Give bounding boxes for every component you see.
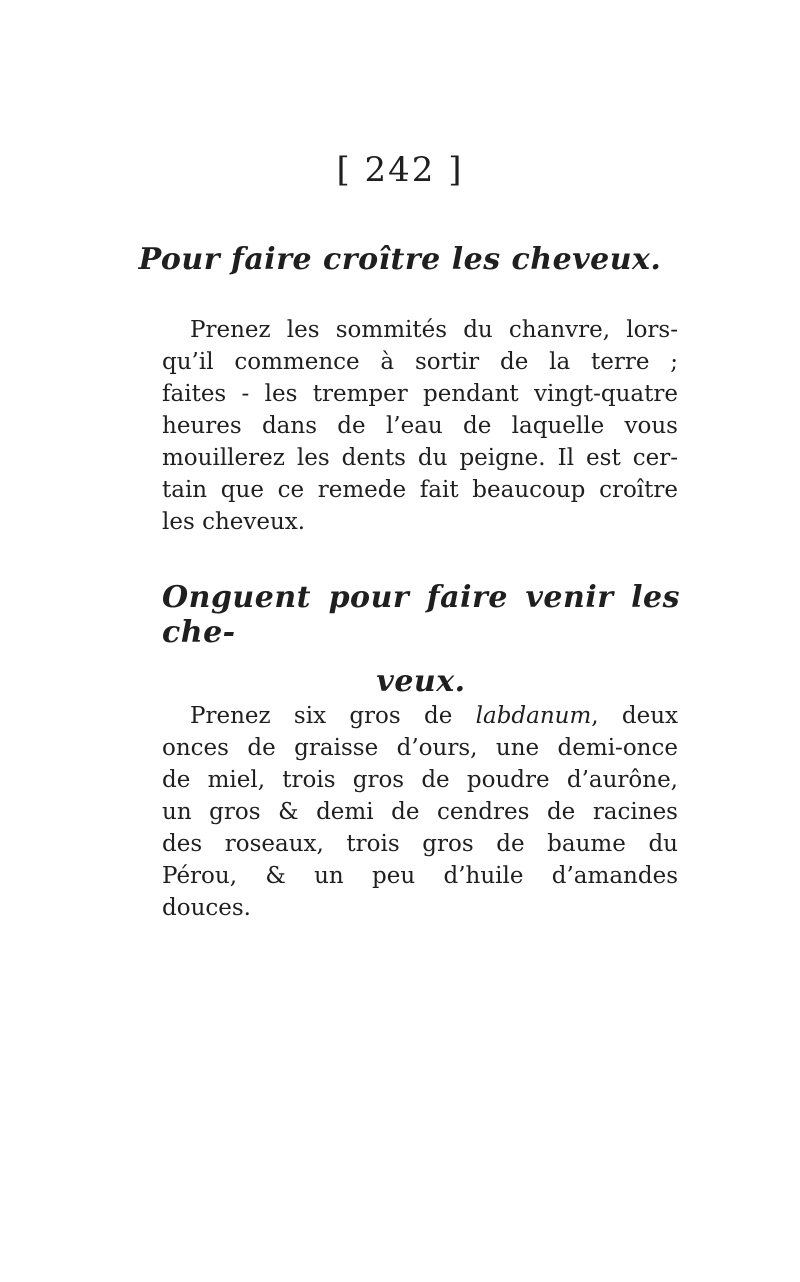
paragraph-line: les cheveux. xyxy=(162,509,306,535)
paragraph-line: heures dans de l’eau de laquelle vous xyxy=(162,413,678,439)
paragraph-line: douces. xyxy=(162,895,251,921)
text-run: , deux xyxy=(591,703,679,729)
page-number: [ 242 ] xyxy=(336,150,464,190)
paragraph-line xyxy=(162,700,678,732)
paragraph-line: un gros & demi de cendres de racines xyxy=(162,799,678,825)
paragraph-line: de miel, trois gros de poudre d’aurône, xyxy=(162,767,678,793)
section-title-ointment xyxy=(162,580,680,699)
paragraph-line: Pérou, & un peu d’huile d’amandes xyxy=(162,863,678,889)
paragraph-ointment xyxy=(162,700,678,924)
paragraph-line: qu’il commence à sortir de la terre ; xyxy=(162,349,678,375)
paragraph-line: mouillerez les dents du peigne. Il est cer- xyxy=(162,445,678,471)
section-title-line: Onguent pour faire venir les che- xyxy=(162,580,680,650)
paragraph-hair-growth xyxy=(162,314,678,538)
section-title-line: veux. xyxy=(376,664,466,699)
paragraph-line: Prenez les sommités du chanvre, lors- xyxy=(190,317,678,343)
paragraph-line: tain que ce remede fait beaucoup croître xyxy=(162,477,678,503)
italic-term-labdanum: labdanum xyxy=(475,703,592,729)
section-title-hair-growth: Pour faire croître les cheveux. xyxy=(138,242,662,277)
paragraph-line: onces de graisse d’ours, une demi-once xyxy=(162,735,678,761)
paragraph-line: faites - les tremper pendant vingt-quatre xyxy=(162,381,678,407)
paragraph-line: des roseaux, trois gros de baume du xyxy=(162,831,678,857)
text-run: Prenez six gros de xyxy=(190,703,453,729)
